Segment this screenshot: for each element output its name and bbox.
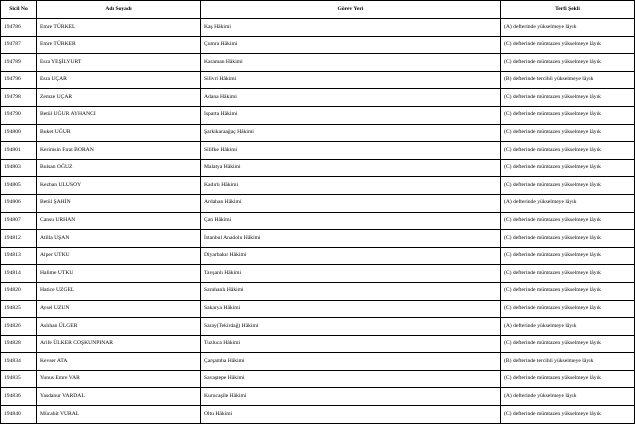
cell-sicil-no: 194801: [1, 142, 37, 160]
cell-promotion: (C) defterinde mümtazen yükselmeye lâyık: [501, 124, 635, 142]
table-body: [1, 19, 635, 424]
table-row: [1, 159, 635, 177]
cell-location: Çan Hâkimi: [201, 212, 501, 230]
cell-sicil-no: 194836: [1, 388, 37, 406]
table-row: [1, 36, 635, 54]
header-gorev-yeri: Görev Yeri: [201, 1, 501, 19]
table-row: [1, 353, 635, 371]
cell-promotion: (C) defterinde mümtazen yükselmeye lâyık: [501, 36, 635, 54]
table-row: [1, 265, 635, 283]
cell-promotion: (C) defterinde mümtazen yükselmeye lâyık: [501, 370, 635, 388]
cell-sicil-no: 194834: [1, 353, 37, 371]
table-row: [1, 177, 635, 195]
cell-location: Çumra Hâkimi: [201, 36, 501, 54]
cell-name: Aslıhan ÜLGER: [37, 318, 201, 336]
table-row: [1, 335, 635, 353]
cell-sicil-no: 194812: [1, 230, 37, 248]
cell-promotion: (C) defterinde mümtazen yükselmeye lâyık: [501, 106, 635, 124]
cell-sicil-no: 194806: [1, 194, 37, 212]
cell-location: Silifke Hâkimi: [201, 142, 501, 160]
cell-name: Emre TÜRKER: [37, 36, 201, 54]
cell-name: Esra YEŞİLYURT: [37, 54, 201, 72]
cell-sicil-no: 194825: [1, 300, 37, 318]
cell-sicil-no: 194835: [1, 370, 37, 388]
table-row: [1, 370, 635, 388]
cell-promotion: (A) defterinde yükselmeye lâyık: [501, 388, 635, 406]
cell-promotion: (C) defterinde mümtazen yükselmeye lâyık: [501, 247, 635, 265]
cell-promotion: (C) defterinde mümtazen yükselmeye lâyık: [501, 230, 635, 248]
cell-location: Şarkikaraağaç Hâkimi: [201, 124, 501, 142]
cell-sicil-no: 194814: [1, 265, 37, 283]
cell-sicil-no: 194798: [1, 89, 37, 107]
table-row: [1, 318, 635, 336]
cell-promotion: (C) defterinde mümtazen yükselmeye lâyık: [501, 54, 635, 72]
header-adi-soyadi: Adı Soyadı: [37, 1, 201, 19]
cell-promotion: (C) defterinde mümtazen yükselmeye lâyık: [501, 265, 635, 283]
cell-location: Silivri Hâkimi: [201, 71, 501, 89]
cell-sicil-no: 194796: [1, 71, 37, 89]
cell-location: Sakarya Hâkimi: [201, 300, 501, 318]
cell-location: Isparta Hâkimi: [201, 106, 501, 124]
table-row: [1, 247, 635, 265]
cell-sicil-no: 194803: [1, 159, 37, 177]
cell-promotion: (A) defterinde yükselmeye lâyık: [501, 318, 635, 336]
cell-sicil-no: 194807: [1, 212, 37, 230]
cell-promotion: (C) defterinde mümtazen yükselmeye lâyık: [501, 212, 635, 230]
table-row: [1, 212, 635, 230]
table-row: [1, 388, 635, 406]
table-row: [1, 71, 635, 89]
cell-name: Kevser ATA: [37, 353, 201, 371]
cell-location: Ardahan Hâkimi: [201, 194, 501, 212]
cell-name: Halime UTKU: [37, 265, 201, 283]
cell-sicil-no: 194828: [1, 335, 37, 353]
table-row: [1, 19, 635, 37]
cell-location: Saray(Tekirdağ) Hâkimi: [201, 318, 501, 336]
cell-name: Yasdanur VARDAL: [37, 388, 201, 406]
cell-name: Betül ŞAHİN: [37, 194, 201, 212]
cell-location: Çarşamba Hâkimi: [201, 353, 501, 371]
cell-sicil-no: 194790: [1, 106, 37, 124]
cell-name: Bulsan OĞUZ: [37, 159, 201, 177]
cell-location: Kadırlı Hâkimi: [201, 177, 501, 195]
cell-sicil-no: 194787: [1, 36, 37, 54]
table-row: [1, 124, 635, 142]
cell-location: Diyarbakır Hâkimi: [201, 247, 501, 265]
cell-name: Hatice UZGEL: [37, 282, 201, 300]
cell-name: Alper UTKU: [37, 247, 201, 265]
cell-location: Tuzluca Hâkimi: [201, 335, 501, 353]
cell-promotion: (A) defterinde yükselmeye lâyık: [501, 194, 635, 212]
table-row: [1, 230, 635, 248]
table-row: [1, 54, 635, 72]
cell-location: Karaman Hâkimi: [201, 54, 501, 72]
cell-name: Atilla UŞAN: [37, 230, 201, 248]
table-header-row: [1, 1, 635, 19]
cell-name: Emre TÜRKEL: [37, 19, 201, 37]
cell-name: Kezban ULUSOY: [37, 177, 201, 195]
cell-promotion: (B) defterinde tercihli yükselmeye lâyık: [501, 71, 635, 89]
cell-promotion: (C) defterinde mümtazen yükselmeye lâyık: [501, 335, 635, 353]
header-terfi-sekli: Terfi Şekli: [501, 1, 635, 19]
cell-location: Malatya Hâkimi: [201, 159, 501, 177]
cell-name: Buket UĞUR: [37, 124, 201, 142]
cell-promotion: (C) defterinde mümtazen yükselmeye lâyık: [501, 89, 635, 107]
cell-sicil-no: 194840: [1, 406, 37, 424]
table-row: [1, 142, 635, 160]
cell-promotion: (C) defterinde mümtazen yükselmeye lâyık: [501, 300, 635, 318]
cell-sicil-no: 194826: [1, 318, 37, 336]
cell-location: Kaş Hâkimi: [201, 19, 501, 37]
cell-sicil-no: 194805: [1, 177, 37, 195]
cell-name: Betül UĞUR AYHANCI: [37, 106, 201, 124]
cell-promotion: (C) defterinde mümtazen yükselmeye lâyık: [501, 177, 635, 195]
table-row: [1, 89, 635, 107]
cell-name: Mücahit VURAL: [37, 406, 201, 424]
cell-name: Kerimsin Fırat BORAN: [37, 142, 201, 160]
cell-promotion: (C) defterinde mümtazen yükselmeye lâyık: [501, 159, 635, 177]
cell-sicil-no: 194800: [1, 124, 37, 142]
cell-sicil-no: 194786: [1, 19, 37, 37]
cell-location: Adana Hâkimi: [201, 89, 501, 107]
cell-promotion: (B) defterinde tercihli yükselmeye lâyık: [501, 353, 635, 371]
cell-promotion: (C) defterinde mümtazen yükselmeye lâyık: [501, 282, 635, 300]
cell-name: Aysel UZUN: [37, 300, 201, 318]
cell-location: Savaştepe Hâkimi: [201, 370, 501, 388]
cell-location: Tavşanlı Hâkimi: [201, 265, 501, 283]
cell-name: Esra UÇAR: [37, 71, 201, 89]
cell-location: İstanbul Anadolu Hâkimi: [201, 230, 501, 248]
table-row: [1, 300, 635, 318]
cell-name: Cansu URHAN: [37, 212, 201, 230]
table-row: [1, 194, 635, 212]
table-row: [1, 106, 635, 124]
cell-sicil-no: 194789: [1, 54, 37, 72]
table-row: [1, 282, 635, 300]
cell-sicil-no: 194813: [1, 247, 37, 265]
cell-name: Arife ÜLKER COŞKUNPINAR: [37, 335, 201, 353]
cell-location: Kurucaşile Hâkimi: [201, 388, 501, 406]
cell-promotion: (C) defterinde mümtazen yükselmeye lâyık: [501, 406, 635, 424]
cell-promotion: (A) defterinde yükselmeye lâyık: [501, 19, 635, 37]
cell-name: Zemze UÇAR: [37, 89, 201, 107]
table-row: [1, 406, 635, 424]
cell-location: Oltu Hâkimi: [201, 406, 501, 424]
cell-sicil-no: 194820: [1, 282, 37, 300]
cell-promotion: (C) defterinde mümtazen yükselmeye lâyık: [501, 142, 635, 160]
header-sicil-no: Sicil No: [1, 1, 37, 19]
cell-name: Yunus Emre VAR: [37, 370, 201, 388]
cell-location: Saruhanlı Hâkimi: [201, 282, 501, 300]
